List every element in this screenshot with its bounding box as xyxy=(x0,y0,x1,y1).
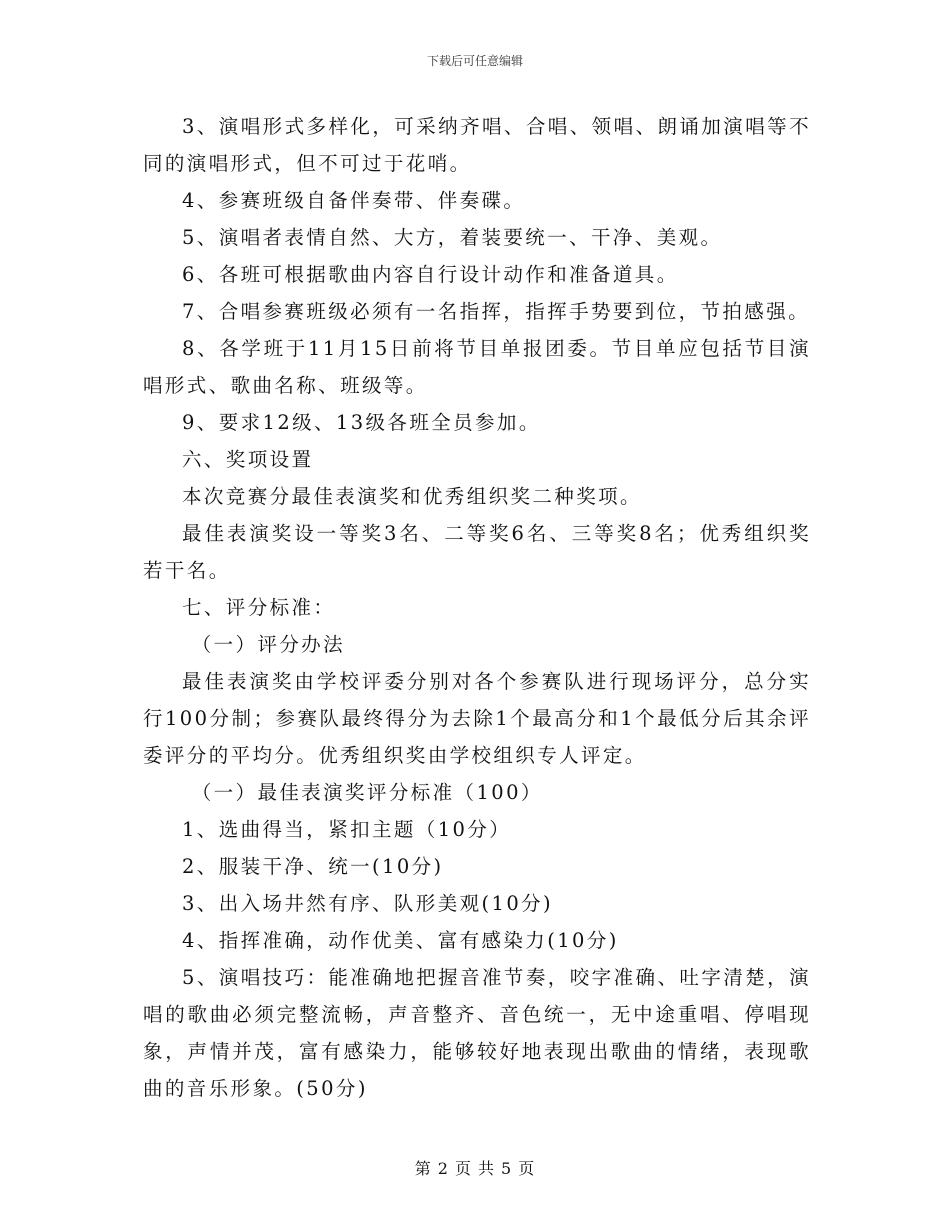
paragraph-rule-7: 7、合唱参赛班级必须有一名指挥，指挥手势要到位，节拍感强。 xyxy=(182,300,811,323)
criteria-item-4: 4、指挥准确，动作优美、富有感染力(10分) xyxy=(182,929,619,952)
criteria-item-1: 1、选曲得当，紧扣主题（10分） xyxy=(182,818,512,841)
subheading-scoring-criteria: （一）最佳表演奖评分标准（100） xyxy=(191,781,543,804)
page-header-note: 下载后可任意编辑 xyxy=(426,54,523,68)
paragraph-rule-9: 9、要求12级、13级各班全员参加。 xyxy=(182,411,541,434)
paragraph-award-types: 本次竞赛分最佳表演奖和优秀组织奖二种奖项。 xyxy=(182,485,642,508)
paragraph-award-counts: 最佳表演奖设一等奖3名、二等奖6名、三等奖8名；优秀组织奖若干名。 xyxy=(143,522,811,582)
subheading-scoring-method: （一）评分办法 xyxy=(191,633,346,656)
section-heading-scoring: 七、评分标准： xyxy=(182,596,336,619)
paragraph-rule-4: 4、参赛班级自备伴奏带、伴奏碟。 xyxy=(182,189,526,212)
paragraph-rule-6: 6、各班可根据歌曲内容自行设计动作和准备道具。 xyxy=(182,263,679,286)
page-footer xyxy=(0,1156,950,1179)
document-body xyxy=(143,108,811,1107)
section-heading-awards: 六、奖项设置 xyxy=(182,448,314,471)
footer-prefix: 第 xyxy=(414,1159,432,1178)
current-page-number: 2 xyxy=(437,1159,449,1178)
criteria-item-3: 3、出入场井然有序、队形美观(10分) xyxy=(182,892,554,915)
paragraph-scoring-method: 最佳表演奖由学校评委分别对各个参赛队进行现场评分，总分实行100分制；参赛队最终得分为去除1个最高分和1个最低分后其余评委评分的平均分。优秀组织奖由学校组织专人评定。 xyxy=(143,670,811,767)
footer-mid: 页 共 xyxy=(454,1159,496,1178)
paragraph-rule-3: 3、演唱形式多样化，可采纳齐唱、合唱、领唱、朗诵加演唱等不同的演唱形式，但不可过于花哨。 xyxy=(143,115,811,175)
criteria-item-2: 2、服装干净、统一(10分) xyxy=(182,855,444,878)
paragraph-rule-8: 8、各学班于11月15日前将节目单报团委。节目单应包括节目演唱形式、歌曲名称、班级等。 xyxy=(143,337,811,397)
criteria-item-5: 5、演唱技巧：能准确地把握音准节奏，咬字准确、吐字清楚，演唱的歌曲必须完整流畅，声音整齐、音色统一，无中途重唱、停唱现象，声情并茂，富有感染力，能够较好地表现出歌曲的情绪，表现歌曲的音乐形象。(50分) xyxy=(143,966,811,1100)
footer-suffix: 页 xyxy=(518,1159,536,1178)
total-pages-number: 5 xyxy=(501,1159,513,1178)
paragraph-rule-5: 5、演唱者表情自然、大方，着装要统一、干净、美观。 xyxy=(182,226,723,249)
